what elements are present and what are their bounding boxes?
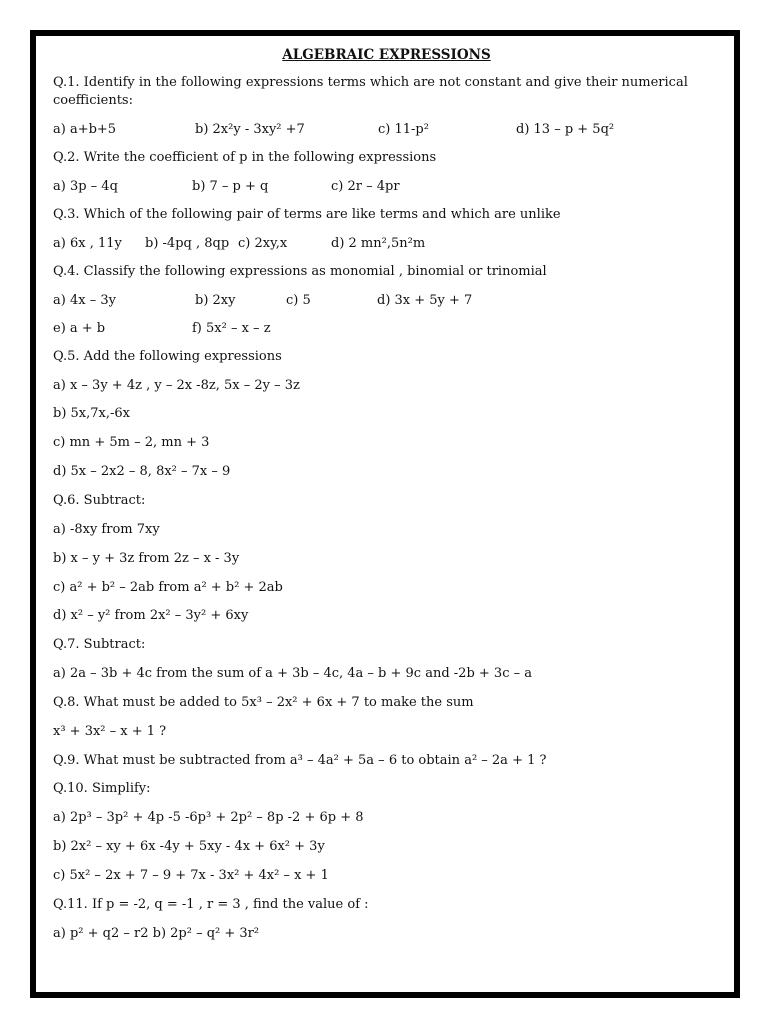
question-6: Q.6. Subtract: xyxy=(53,493,146,508)
q4-option-e: e) a + b xyxy=(53,320,106,336)
q1-option-c: c) 11-p² xyxy=(378,122,429,138)
question-4-options-row1 xyxy=(53,292,720,310)
q10-item-c: c) 5x² – 2x + 7 – 9 + 7x - 3x² + 4x² – x + 1 xyxy=(53,867,329,883)
q1-option-a: a) a+b+5 xyxy=(53,122,117,138)
q10-item-b: b) 2x² – xy + 6x -4y + 5xy - 4x + 6x² + 3y xyxy=(53,839,325,855)
q10-item-a: a) 2p³ – 3p² + 4p -5 -6p³ + 2p² – 8p -2 + 6p + 8 xyxy=(53,810,364,826)
question-4: Q.4. Classify the following expressions as monomial , binomial or trinomial xyxy=(53,263,547,279)
q5-item-a: a) x – 3y + 4z , y – 2x -8z, 5x – 2y – 3z xyxy=(53,377,300,393)
q6-item-a: a) -8xy from 7xy xyxy=(53,521,160,537)
question-1: Q.1. Identify in the following expressions terms which are not constant and give their numerical coefficients: xyxy=(53,74,688,109)
q7-item-a: a) 2a – 3b + 4c from the sum of a + 3b – 4c, 4a – b + 9c and -2b + 3c – a xyxy=(53,666,533,682)
question-2-options xyxy=(53,178,720,196)
question-3: Q.3. Which of the following pair of terms are like terms and which are unlike xyxy=(53,207,561,223)
q3-option-a: a) 6x , 11y xyxy=(53,235,122,251)
q6-item-c: c) a² + b² – 2ab from a² + b² + 2ab xyxy=(53,579,283,595)
question-11: Q.11. If p = -2, q = -1 , r = 3 , find the value of : xyxy=(53,896,369,912)
question-2: Q.2. Write the coefficient of p in the following expressions xyxy=(53,150,437,166)
question-9: Q.9. What must be subtracted from a³ – 4a² + 5a – 6 to obtain a² – 2a + 1 ? xyxy=(53,752,547,768)
question-10: Q.10. Simplify: xyxy=(53,781,151,797)
q1-option-d: d) 13 – p + 5q² xyxy=(516,122,615,138)
question-8-continued: x³ + 3x² – x + 1 ? xyxy=(53,723,167,739)
q2-option-c: c) 2r – 4pr xyxy=(331,179,400,195)
q6-item-d: d) x² – y² from 2x² – 3y² + 6xy xyxy=(53,608,249,624)
q6-item-b: b) x – y + 3z from 2z – x - 3y xyxy=(53,550,240,566)
question-8: Q.8. What must be added to 5x³ – 2x² + 6x + 7 to make the sum xyxy=(53,694,474,710)
worksheet-border xyxy=(30,30,740,998)
q3-option-c: c) 2xy,x xyxy=(238,235,288,251)
page-title: ALGEBRAIC EXPRESSIONS xyxy=(282,47,491,63)
q5-item-d: d) 5x – 2x2 – 8, 8x² – 7x – 9 xyxy=(53,464,231,480)
q3-option-b: b) -4pq , 8qp xyxy=(145,235,230,251)
q5-item-b: b) 5x,7x,-6x xyxy=(53,406,130,422)
q4-option-b: b) 2xy xyxy=(195,292,236,308)
question-4-options-row2 xyxy=(53,320,720,338)
q2-option-b: b) 7 – p + q xyxy=(192,179,269,195)
q4-option-c: c) 5 xyxy=(286,292,311,308)
q4-option-f: f) 5x² – x – z xyxy=(192,320,271,336)
question-3-options xyxy=(53,235,720,253)
q3-option-d: d) 2 mn²,5n²m xyxy=(331,235,426,251)
worksheet-content xyxy=(53,46,720,954)
q5-item-c: c) mn + 5m – 2, mn + 3 xyxy=(53,435,210,451)
q1-option-b: b) 2x²y - 3xy² +7 xyxy=(195,122,305,138)
question-5: Q.5. Add the following expressions xyxy=(53,348,282,364)
q4-option-d: d) 3x + 5y + 7 xyxy=(377,292,473,308)
q2-option-a: a) 3p – 4q xyxy=(53,179,118,195)
q11-item-a: a) p² + q2 – r2 b) 2p² – q² + 3r² xyxy=(53,925,260,941)
q4-option-a: a) 4x – 3y xyxy=(53,292,116,308)
question-1-options xyxy=(53,121,720,139)
question-7: Q.7. Subtract: xyxy=(53,637,146,653)
